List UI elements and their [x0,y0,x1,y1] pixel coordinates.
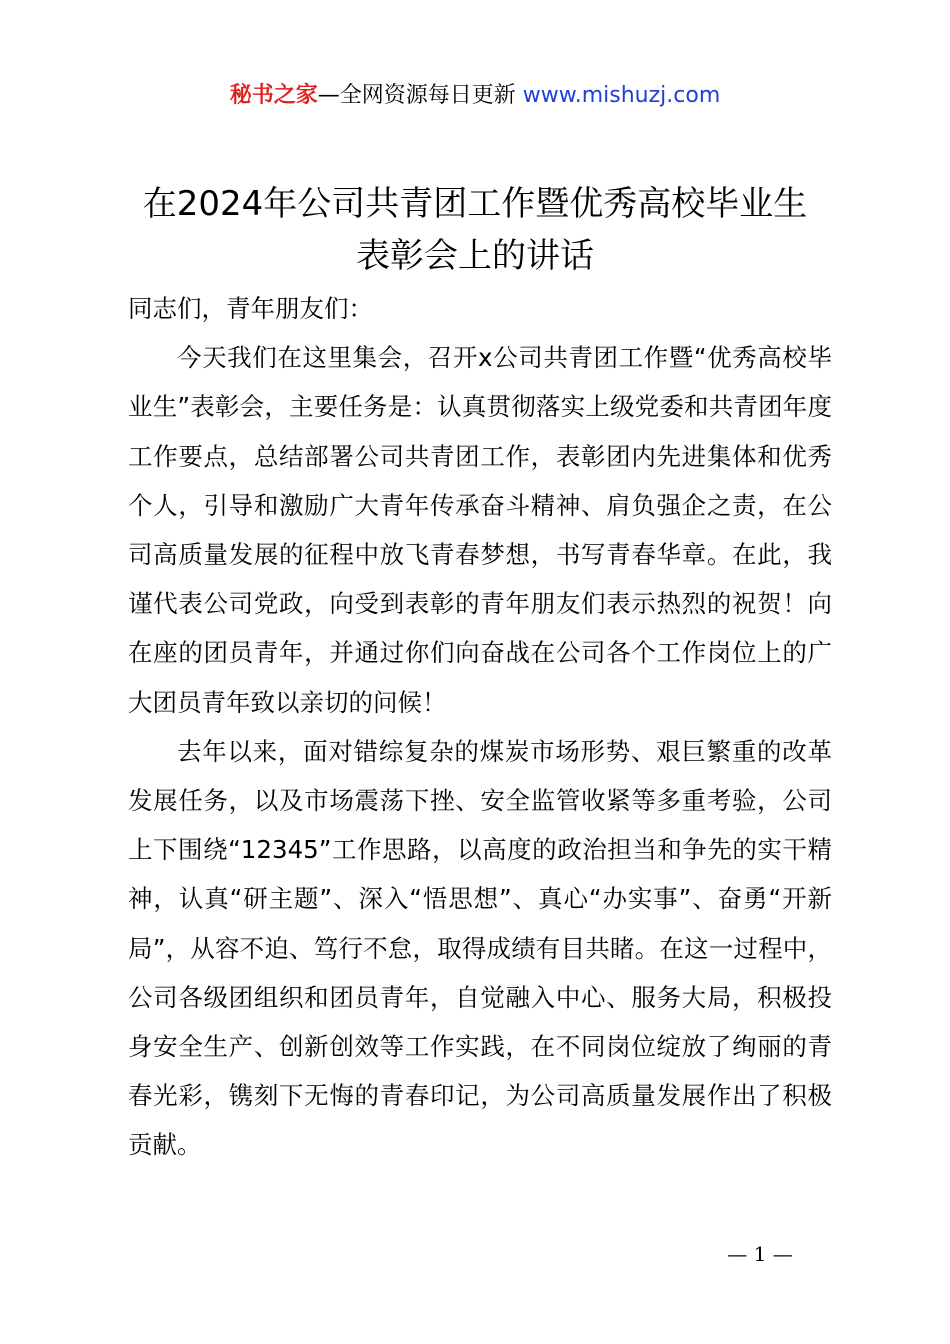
header-slogan: —全网资源每日更新 [317,83,523,108]
salutation: 同志们，青年朋友们： [128,294,373,323]
document-body [128,284,832,1170]
site-url-link[interactable]: www.mishuzj.com [522,83,721,108]
brand-name: 秘书之家 [229,83,318,108]
page-number: — 1 — [727,1242,793,1266]
paragraph-1: 今天我们在这里集会，召开x公司共青团工作暨“优秀高校毕业生”表彰会，主要任务是：认真贯彻落实上级党委和共青团年度工作要点，总结部署公司共青团工作，表彰团内先进集体和优秀个人，引导和激励广大青年传承奋斗精神、肩负强企之责，在公司高质量发展的征程中放飞青春梦想，书写青春华章。在此，我谨代表公司党政，向受到表彰的青年朋友们表示热烈的祝贺！向在座的团员青年，并通过你们向奋战在公司各个工作岗位上的广大团员青年致以亲切的问候！ [128,343,832,717]
paragraph-2: 去年以来，面对错综复杂的煤炭市场形势、艰巨繁重的改革发展任务，以及市场震荡下挫、安全监管收紧等多重考验，公司上下围绕“12345”工作思路，以高度的政治担当和争先的实干精神，认真“研主题”、深入“悟思想”、真心“办实事”、奋勇“开新局”，从容不迫、笃行不怠，取得成绩有目共睹。在这一过程中，公司各级团组织和团员青年，自觉融入中心、服务大局，积极投身安全生产、创新创效等工作实践，在不同岗位绽放了绚丽的青春光彩，镌刻下无悔的青春印记，为公司高质量发展作出了积极贡献。 [128,736,832,1160]
site-header [0,80,950,112]
title-line-2: 表彰会上的讲话 [356,236,594,276]
title-line-1: 在2024年公司共青团工作暨优秀高校毕业生 [142,184,808,224]
document-title [95,178,855,282]
